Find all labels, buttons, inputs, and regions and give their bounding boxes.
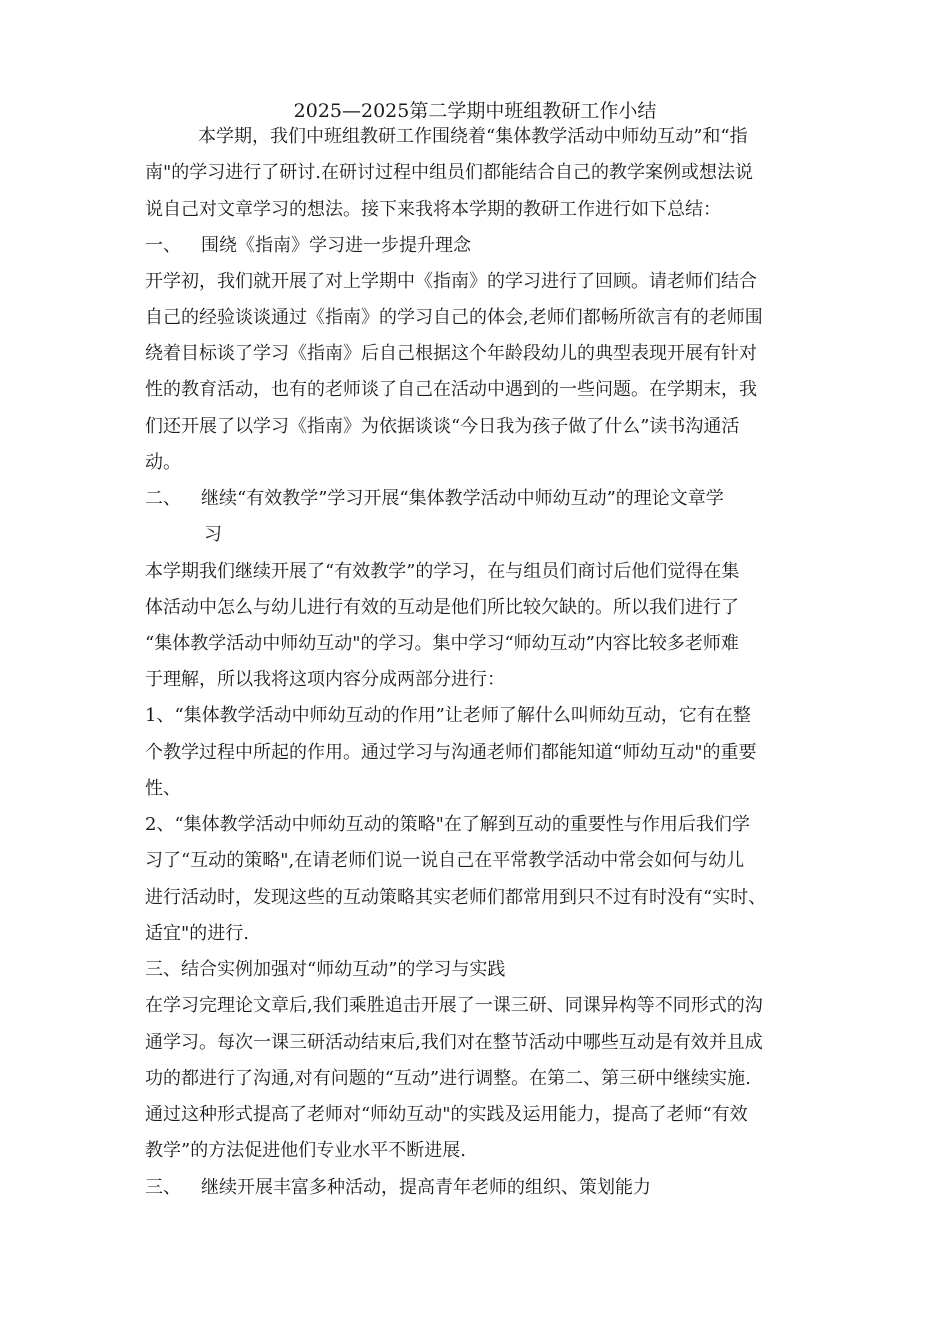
section-heading-text: 继续开展丰富多种活动，提高青年老师的组织、策划能力 xyxy=(201,1177,651,1198)
body-line: 进行活动时，发现这些的互动策略其实老师们都常用到只不过有时没有“实时、 xyxy=(145,887,767,908)
document-title: 2025—2025第二学期中班组教研工作小结 xyxy=(293,100,657,122)
list-item: 1、“集体教学活动中师幼互动的作用”让老师了解什么叫师幼互动，它有在整 xyxy=(145,705,751,726)
body-line: 动。 xyxy=(145,452,181,473)
body-line: 绕着目标谈了学习《指南》后自己根据这个年龄段幼儿的典型表现开展有针对 xyxy=(145,343,757,364)
section-4-heading xyxy=(145,1176,651,1200)
body-line: 开学初，我们就开展了对上学期中《指南》的学习进行了回顾。请老师们结合 xyxy=(145,271,757,292)
intro-line: 南"的学习进行了研讨.在研讨过程中组员们都能结合自己的教学案例或想法说 xyxy=(145,162,753,183)
body-line: 们还开展了以学习《指南》为依据谈谈“今日我为孩子做了什么”读书沟通活 xyxy=(145,416,740,437)
intro-line: 说自己对文章学习的想法。接下来我将本学期的教研工作进行如下总结： xyxy=(145,199,721,220)
section-number: 三、 xyxy=(145,1177,181,1198)
body-line: 性的教育活动，也有的老师谈了自己在活动中遇到的一些问题。在学期末，我 xyxy=(145,379,757,400)
body-line: 教学”的方法促进他们专业水平不断进展. xyxy=(145,1140,466,1161)
section-3-heading: 三、结合实例加强对“师幼互动”的学习与实践 xyxy=(145,959,506,980)
body-line: 功的都进行了沟通,对有问题的“互动”进行调整。在第二、第三研中继续实施. xyxy=(145,1068,751,1089)
body-line: “集体教学活动中师幼互动"的学习。集中学习“师幼互动”内容比较多老师难 xyxy=(145,633,739,654)
body-line: 通过这种形式提高了老师对“师幼互动"的实践及运用能力，提高了老师“有效 xyxy=(145,1104,748,1125)
body-line: 性、 xyxy=(145,778,181,799)
section-2-heading xyxy=(145,487,724,511)
body-line: 体活动中怎么与幼儿进行有效的互动是他们所比较欠缺的。所以我们进行了 xyxy=(145,597,739,618)
body-line: 习了“互动的策略",在请老师们说一说自己在平常教学活动中常会如何与幼儿 xyxy=(145,850,745,871)
section-heading-text: 继续“有效教学”学习开展“集体教学活动中师幼互动”的理论文章学 xyxy=(201,488,724,509)
body-line: 本学期我们继续开展了“有效教学”的学习，在与组员们商讨后他们觉得在集 xyxy=(145,561,740,582)
body-line: 个教学过程中所起的作用。通过学习与沟通老师们都能知道“师幼互动"的重要 xyxy=(145,742,757,763)
body-line: 于理解，所以我将这项内容分成两部分进行： xyxy=(145,669,505,690)
body-line: 通学习。每次一课三研活动结束后,我们对在整节活动中哪些互动是有效并且成 xyxy=(145,1032,763,1053)
section-number: 二、 xyxy=(145,488,181,509)
section-number: 一、 xyxy=(145,235,181,256)
intro-line: 本学期，我们中班组教研工作围绕着“集体教学活动中师幼互动”和“指 xyxy=(198,126,748,147)
section-1-heading xyxy=(145,234,471,258)
section-heading-text: 围绕《指南》学习进一步提升理念 xyxy=(201,235,471,256)
section-2-heading-cont: 习 xyxy=(204,524,222,545)
body-line: 在学习完理论文章后,我们乘胜追击开展了一课三研、同课异构等不同形式的沟 xyxy=(145,995,763,1016)
body-line: 适宜"的进行. xyxy=(145,923,250,944)
body-line: 自己的经验谈谈通过《指南》的学习自己的体会,老师们都畅所欲言有的老师围 xyxy=(145,307,763,328)
list-item: 2、“集体教学活动中师幼互动的策略"在了解到互动的重要性与作用后我们学 xyxy=(145,814,750,835)
